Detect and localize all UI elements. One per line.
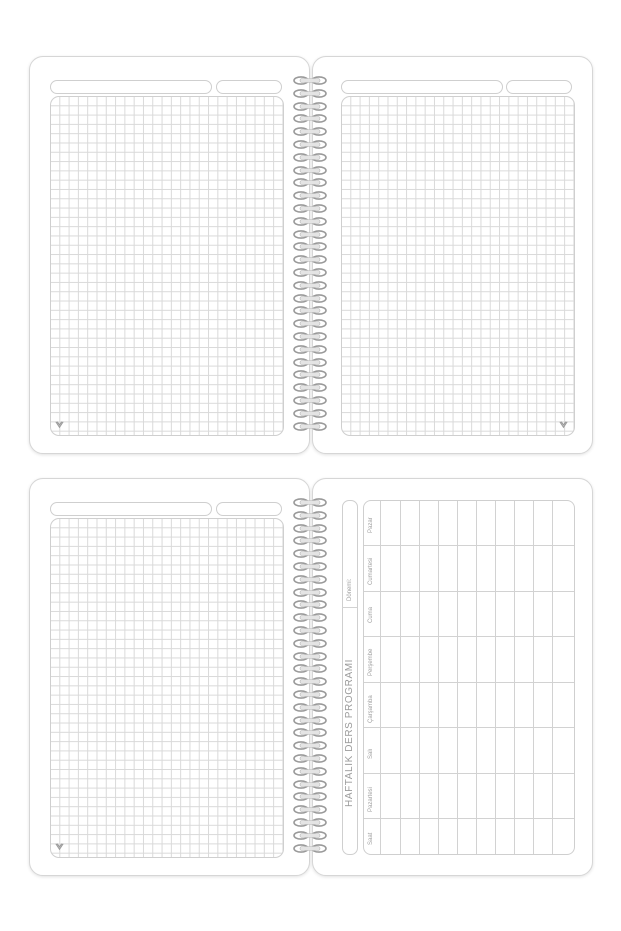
period-divider <box>342 607 357 608</box>
spiral-ring-icon <box>292 217 328 226</box>
spiral-ring-icon <box>292 498 328 507</box>
schedule-table <box>363 500 575 855</box>
planner-title: HAFTALIK DERS PROGRAMI <box>344 658 355 807</box>
grid-page-left <box>29 56 310 454</box>
spiral-ring-icon <box>292 178 328 187</box>
spiral-ring-icon <box>292 767 328 776</box>
spiral-ring-icon <box>292 511 328 520</box>
header-field-narrow[interactable] <box>216 502 282 516</box>
header-field-wide[interactable] <box>341 80 503 94</box>
day-label-saat: Saat <box>368 832 374 845</box>
spiral-ring-icon <box>292 102 328 111</box>
spiral-ring-icon <box>292 76 328 85</box>
header-field-wide[interactable] <box>50 502 212 516</box>
spiral-ring-icon <box>292 741 328 750</box>
spiral-ring-icon <box>292 306 328 315</box>
spiral-ring-icon <box>292 127 328 136</box>
spiral-ring-icon <box>292 844 328 853</box>
spiral-ring-icon <box>292 370 328 379</box>
spiral-ring-icon <box>292 818 328 827</box>
bottom-spread <box>0 460 621 931</box>
day-label-cuma: Cuma <box>368 606 374 623</box>
spiral-ring-icon <box>292 409 328 418</box>
spiral-ring-icon <box>292 780 328 789</box>
spiral-ring-icon <box>292 805 328 814</box>
spiral-ring-icon <box>292 703 328 712</box>
spiral-ring-icon <box>292 114 328 123</box>
spiral-ring-icon <box>292 524 328 533</box>
day-label-cumartesi: Cumartesi <box>368 557 374 585</box>
spiral-ring-icon <box>292 613 328 622</box>
spiral-ring-icon <box>292 690 328 699</box>
top-spread <box>0 0 621 460</box>
spiral-ring-icon <box>292 575 328 584</box>
spiral-ring-icon <box>292 600 328 609</box>
spiral-ring-icon <box>292 639 328 648</box>
header-field-narrow[interactable] <box>506 80 572 94</box>
spiral-ring-icon <box>292 728 328 737</box>
spiral-ring-icon <box>292 166 328 175</box>
spiral-ring-icon <box>292 230 328 239</box>
day-label-pazar: Pazar <box>368 517 374 533</box>
spiral-ring-icon <box>292 754 328 763</box>
spiral-ring-icon <box>292 562 328 571</box>
notebook-logo-icon <box>54 419 65 430</box>
spiral-ring-icon <box>292 549 328 558</box>
notebook-logo-icon <box>54 841 65 852</box>
spiral-ring-icon <box>292 281 328 290</box>
spiral-ring-icon <box>292 255 328 264</box>
spiral-ring-icon <box>292 140 328 149</box>
square-grid <box>50 96 284 436</box>
spiral-ring-icon <box>292 831 328 840</box>
spiral-ring-icon <box>292 268 328 277</box>
grid-page-right <box>312 56 593 454</box>
spiral-ring-icon <box>292 319 328 328</box>
spiral-ring-icon <box>292 422 328 431</box>
square-grid <box>50 518 284 858</box>
header-field-wide[interactable] <box>50 80 212 94</box>
spiral-binding <box>292 498 328 858</box>
spiral-ring-icon <box>292 652 328 661</box>
spiral-ring-icon <box>292 191 328 200</box>
grid-page-left <box>29 478 310 876</box>
spiral-ring-icon <box>292 677 328 686</box>
spiral-binding <box>292 76 328 436</box>
period-label: Dönemi: <box>347 578 353 601</box>
spiral-ring-icon <box>292 204 328 213</box>
spiral-ring-icon <box>292 89 328 98</box>
spiral-ring-icon <box>292 588 328 597</box>
day-label-sali: Salı <box>368 748 374 759</box>
notebook-logo-icon <box>558 419 569 430</box>
day-label-persembe: Perşembe <box>368 648 374 676</box>
spiral-ring-icon <box>292 242 328 251</box>
spiral-ring-icon <box>292 294 328 303</box>
header-field-narrow[interactable] <box>216 80 282 94</box>
spiral-ring-icon <box>292 792 328 801</box>
spiral-ring-icon <box>292 664 328 673</box>
day-label-pazartesi: Pazartesi <box>368 786 374 812</box>
spiral-ring-icon <box>292 536 328 545</box>
spiral-ring-icon <box>292 358 328 367</box>
spiral-ring-icon <box>292 332 328 341</box>
spiral-ring-icon <box>292 345 328 354</box>
spiral-ring-icon <box>292 396 328 405</box>
spiral-ring-icon <box>292 383 328 392</box>
square-grid <box>341 96 575 436</box>
spiral-ring-icon <box>292 716 328 725</box>
weekly-schedule-page <box>312 478 593 876</box>
spiral-ring-icon <box>292 626 328 635</box>
spiral-ring-icon <box>292 153 328 162</box>
day-label-carsamba: Çarşamba <box>368 695 374 723</box>
